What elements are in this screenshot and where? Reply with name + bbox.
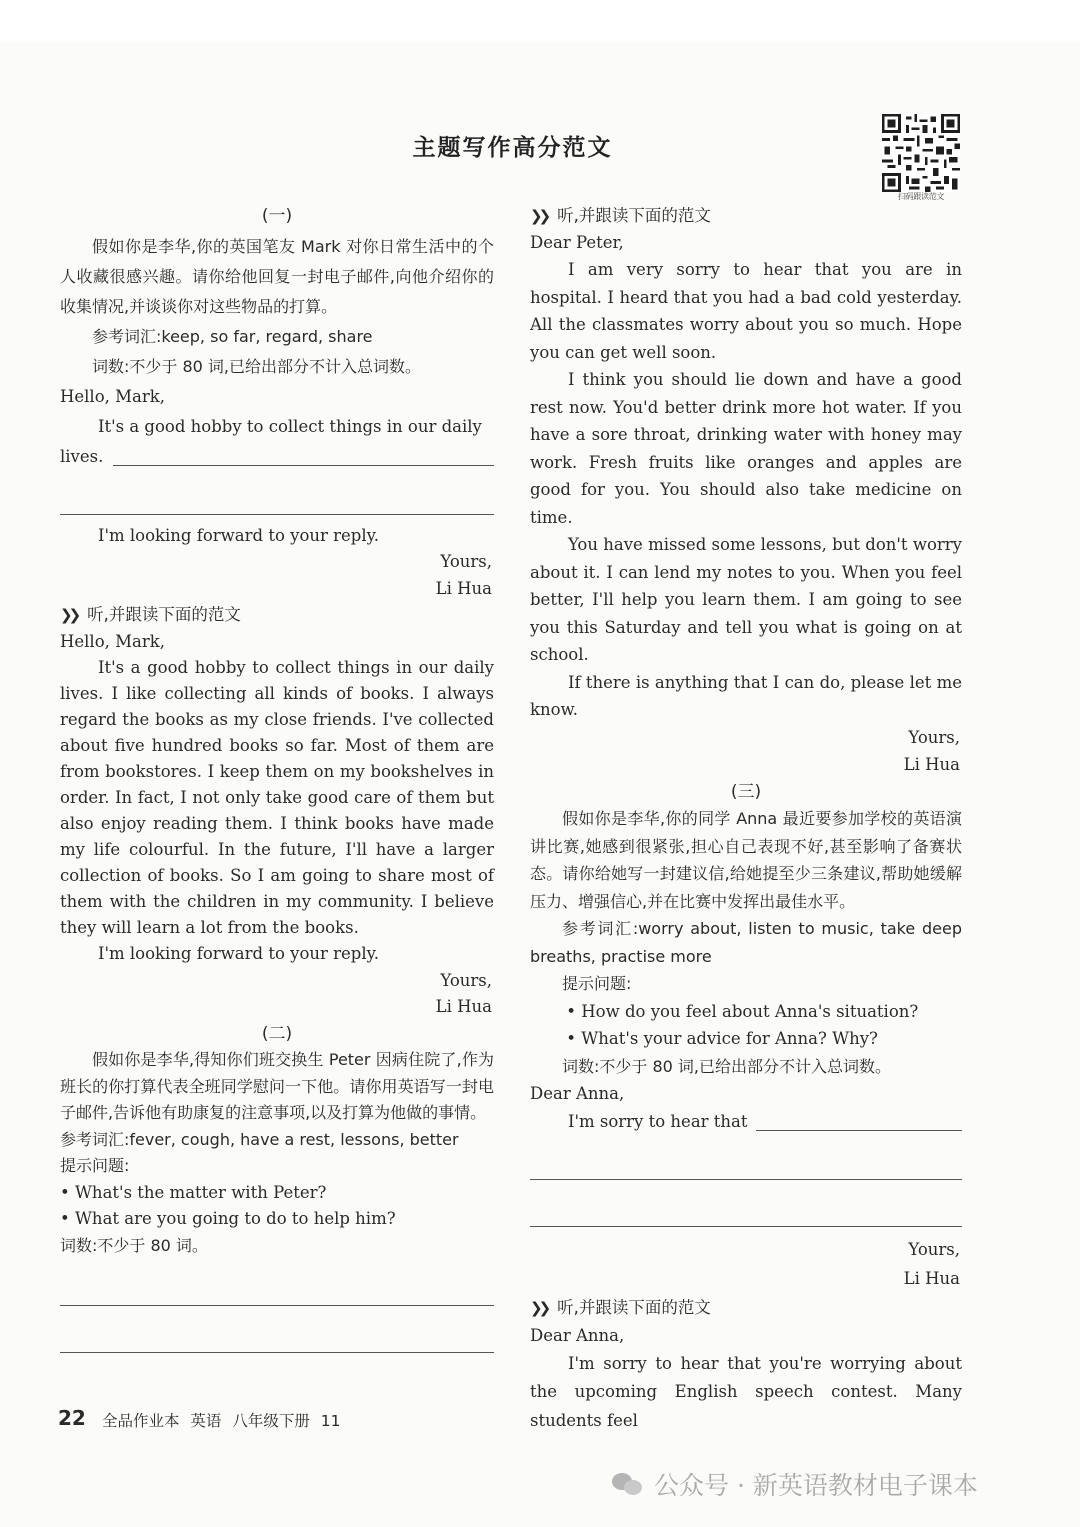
model-2-name: Li Hua — [903, 755, 960, 774]
listen-label-text: 听,并跟读下面的范文 — [557, 206, 711, 225]
model-2-para-2: I think you should lie down and have a good rest now. You'd better drink more hot water. If you have a sore throat, drinking water with honey may work. Fresh fruits like oranges and apples are good for you. You should also take medicine on time. — [530, 370, 962, 527]
section-1-closing: I'm looking forward to your reply. — [97, 525, 380, 545]
section-3-word-count: 词数:不少于 80 词,已给出部分不计入总词数。 — [562, 1056, 892, 1076]
section-2-word-count: 词数:不少于 80 词。 — [60, 1235, 208, 1255]
section-1-heading: (一) — [261, 206, 293, 226]
double-arrow-icon: ❯❯ — [530, 1299, 548, 1317]
watermark — [612, 1466, 978, 1502]
model-2-greeting: Dear Peter, — [530, 232, 624, 252]
section-3-question-2: • What's your advice for Anna? Why? — [566, 1029, 878, 1048]
model-2-para-3: You have missed some lessons, but don't worry about it. I can lend my notes to you. When you feel better, I'll help you learn them. I am going to see you this Saturday and tell you what is going on at school. — [530, 535, 962, 664]
section-1-vocab: 参考词汇:keep, so far, regard, share — [92, 326, 373, 346]
footer-text: 全品作业本 英语 八年级下册 11 — [102, 1412, 341, 1430]
answer-line[interactable] — [756, 1129, 962, 1131]
section-2-prompt: 假如你是李华,得知你们班交换生 Peter 因病住院了,作为班长的你打算代表全班同学慰问一下他。请你用英语写一封电子邮件,告诉他有助康复的注意事项,以及打算为他做的事情。 — [60, 1050, 494, 1122]
model-1-closing: I'm looking forward to your reply. — [97, 944, 380, 963]
section-3-prompt: 假如你是李华,你的同学 Anna 最近要参加学校的英语演讲比赛,她感到很紧张,担心自己表现不好,甚至影响了备赛状态。请你给她写一封建议信,给她提至少三条建议,帮助她缓解压力、增强信心,并在比赛中发挥出最佳水平。 — [530, 809, 962, 911]
section-3-question-1: • How do you feel about Anna's situation? — [566, 1001, 919, 1021]
answer-line[interactable] — [113, 464, 494, 466]
listen-label-text: 听,并跟读下面的范文 — [87, 605, 241, 624]
double-arrow-icon: ❯❯ — [530, 207, 548, 225]
watermark-text: 公众号 · 新英语教材电子课本 — [654, 1471, 978, 1500]
model-2-yours: Yours, — [908, 727, 960, 747]
section-2-question-1: • What's the matter with Peter? — [60, 1182, 327, 1202]
section-1-opening: It's a good hobby to collect things in our daily — [97, 416, 482, 436]
listen-label-text: 听,并跟读下面的范文 — [557, 1298, 711, 1317]
listen-label — [530, 203, 962, 230]
section-3-heading: (三) — [730, 781, 762, 802]
section-2-question-2: • What are you going to do to help him? — [60, 1209, 396, 1228]
page-title: 主题写作高分范文 — [412, 135, 613, 161]
model-1-body: It's a good hobby to collect things in our daily lives. I like collecting all kinds of books. I always regard the books as my close friends. I've collected about five hundred books so far. Most of them are from bookstores. I keep them on my bookshelves in order. In fact, I not only take good care of them but also enjoy reading them. I think books have made my life colourful. In the future, I'll have a larger collection of books. So I am going to share most of them with the children in my community. I believe they will learn a lot from the books. — [60, 658, 494, 937]
section-3-vocab: 参考词汇:worry about, listen to music, take deep breaths, practise more — [530, 919, 962, 966]
section-2-vocab: 参考词汇:fever, cough, have a rest, lessons, better — [60, 1129, 459, 1149]
section-3-answer-start — [530, 1108, 962, 1136]
wechat-icon — [612, 1471, 644, 1497]
section-3-hint: 提示问题: — [562, 974, 632, 993]
section-3-yours: Yours, — [908, 1240, 960, 1259]
listen-label — [60, 602, 494, 629]
section-1-greeting: Hello, Mark, — [60, 386, 165, 406]
double-arrow-icon: ❯❯ — [60, 606, 78, 624]
section-2-heading: (二) — [261, 1023, 293, 1044]
answer-line[interactable] — [60, 1305, 494, 1306]
model-1-greeting: Hello, Mark, — [60, 631, 165, 651]
model-3-greeting: Dear Anna, — [530, 1325, 625, 1345]
answer-line[interactable] — [60, 1352, 494, 1353]
section-3-greeting: Dear Anna, — [530, 1084, 625, 1103]
section-2-hint: 提示问题: — [60, 1156, 130, 1175]
model-3-body: I'm sorry to hear that you're worrying about the upcoming English speech contest. Many students feel — [530, 1353, 962, 1430]
section-3-opening: I'm sorry to hear that — [567, 1111, 748, 1131]
answer-line[interactable] — [530, 1179, 962, 1180]
qr-code-icon[interactable] — [882, 114, 960, 192]
left-column — [60, 203, 494, 1353]
model-1-name: Li Hua — [435, 997, 492, 1016]
model-1-yours: Yours, — [440, 970, 492, 990]
model-2-para-1: I am very sorry to hear that you are in hospital. I heard that you had a bad cold yesterday. All the classmates worry about you so much. Hope you can get well soon. — [530, 260, 962, 362]
section-1-answer-start — [60, 442, 494, 472]
section-1-word-count: 词数:不少于 80 词,已给出部分不计入总词数。 — [92, 356, 422, 376]
page-number: 22 — [58, 1406, 86, 1430]
section-1-name: Li Hua — [435, 578, 492, 598]
answer-line[interactable] — [530, 1226, 962, 1227]
section-3-name: Li Hua — [903, 1269, 960, 1288]
top-strip — [0, 0, 1080, 42]
qr-caption: 扫码跟读范文 — [897, 192, 945, 201]
section-1-prompt: 假如你是李华,你的英国笔友 Mark 对你日常生活中的个人收藏很感兴趣。请你给他回复一封电子邮件,向他介绍你的收集情况,并谈谈你对这些物品的打算。 — [60, 236, 494, 316]
right-column — [530, 203, 962, 1435]
listen-label — [530, 1295, 962, 1322]
section-1-yours: Yours, — [440, 552, 492, 571]
answer-line[interactable] — [60, 514, 494, 515]
model-2-para-4: If there is anything that I can do, please let me know. — [530, 672, 962, 719]
section-1-opening-end: lives. — [60, 446, 104, 466]
